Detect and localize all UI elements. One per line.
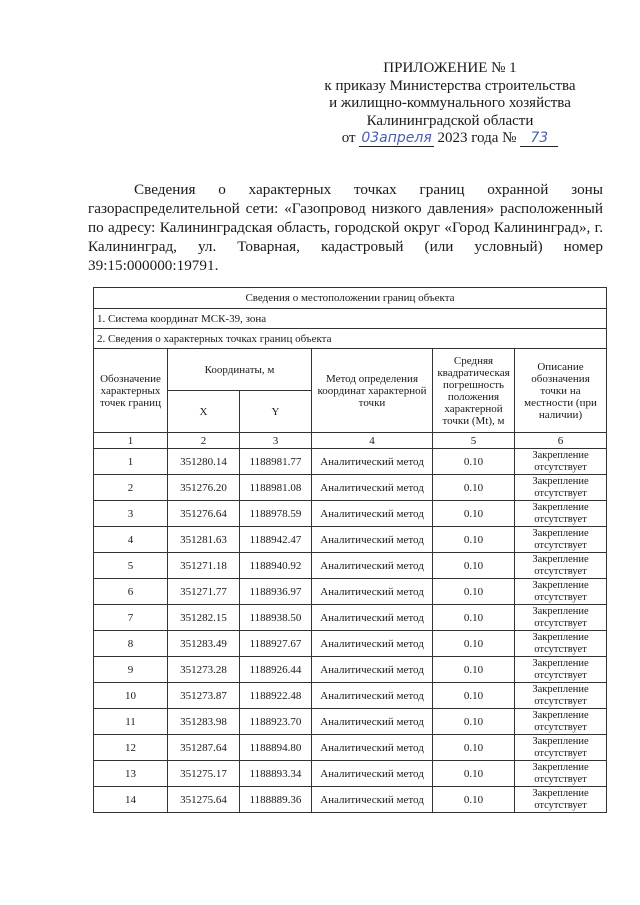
description-cell: Закрепление отсутствует [515,449,607,475]
error-cell: 0.10 [433,605,515,631]
table-row [94,449,607,475]
error-cell: 0.10 [433,735,515,761]
coord-x: 351275.17 [168,761,240,787]
column-number: 3 [240,433,312,449]
method-cell: Аналитический метод [312,761,433,787]
error-cell: 0.10 [433,631,515,657]
error-cell: 0.10 [433,683,515,709]
error-cell: 0.10 [433,787,515,813]
description-cell: Закрепление отсутствует [515,657,607,683]
coord-y: 1188936.97 [240,579,312,605]
header-description: Описание обозначения точки на местности (при наличии) [515,349,607,433]
point-number: 11 [94,709,168,735]
method-cell: Аналитический метод [312,475,433,501]
coord-x: 351283.98 [168,709,240,735]
coord-x: 351276.64 [168,501,240,527]
column-number: 4 [312,433,433,449]
header-x: X [168,391,240,433]
description-cell: Закрепление отсутствует [515,709,607,735]
table-row [94,657,607,683]
table-row [94,553,607,579]
point-number: 7 [94,605,168,631]
header-point-designation: Обозначение характерных точек границ [94,349,168,433]
method-cell: Аналитический метод [312,527,433,553]
coord-y: 1188889.36 [240,787,312,813]
table-row [94,579,607,605]
point-number: 6 [94,579,168,605]
description-cell: Закрепление отсутствует [515,527,607,553]
intro-paragraph: Сведения о характерных точках границ охранной зоны газораспределительной сети: «Газопровод низкого давления» расположенный по адресу: Калининградская область, городской округ «Город Калининград», г. Калининград, ул. Товарная, кадастровый (или условный) номер 39:15:000000:19791. [88,181,603,274]
description-cell: Закрепление отсутствует [515,787,607,813]
order-line-2: к приказу Министерства строительства [324,77,576,94]
method-cell: Аналитический метод [312,709,433,735]
coord-y: 1188940.92 [240,553,312,579]
coord-y: 1188981.77 [240,449,312,475]
error-cell: 0.10 [433,761,515,787]
point-number: 14 [94,787,168,813]
method-cell: Аналитический метод [312,657,433,683]
section-points-row: 2. Сведения о характерных точках границ объекта [94,329,607,349]
appendix-header [300,60,600,148]
point-number: 4 [94,527,168,553]
point-number: 5 [94,553,168,579]
point-number: 10 [94,683,168,709]
point-number: 12 [94,735,168,761]
column-number: 2 [168,433,240,449]
coord-y: 1188978.59 [240,501,312,527]
description-cell: Закрепление отсутствует [515,579,607,605]
coord-x: 351282.15 [168,605,240,631]
error-cell: 0.10 [433,501,515,527]
description-cell: Закрепление отсутствует [515,501,607,527]
description-cell: Закрепление отсутствует [515,735,607,761]
description-cell: Закрепление отсутствует [515,475,607,501]
order-line-3: и жилищно-коммунального хозяйства [329,95,571,111]
date-suffix: 2023 года № [437,130,517,146]
table-row [94,761,607,787]
coord-y: 1188926.44 [240,657,312,683]
description-cell: Закрепление отсутствует [515,631,607,657]
error-cell: 0.10 [433,475,515,501]
table-row [94,631,607,657]
coord-y: 1188923.70 [240,709,312,735]
table-row [94,683,607,709]
method-cell: Аналитический метод [312,449,433,475]
description-cell: Закрепление отсутствует [515,683,607,709]
method-cell: Аналитический метод [312,735,433,761]
header-method: Метод определения координат характерной точки [312,349,433,433]
coord-x: 351273.87 [168,683,240,709]
error-cell: 0.10 [433,709,515,735]
coord-x: 351271.18 [168,553,240,579]
error-cell: 0.10 [433,553,515,579]
table-row [94,735,607,761]
date-prefix: от [341,130,356,146]
coord-y: 1188942.47 [240,527,312,553]
header-error: Средняя квадратическая погрешность положения характерной точки (Mt), м [433,349,515,433]
error-cell: 0.10 [433,527,515,553]
table-row [94,475,607,501]
method-cell: Аналитический метод [312,605,433,631]
error-cell: 0.10 [433,449,515,475]
column-number: 1 [94,433,168,449]
method-cell: Аналитический метод [312,501,433,527]
handwritten-number: 73 [520,131,558,147]
coord-x: 351273.28 [168,657,240,683]
point-number: 3 [94,501,168,527]
coord-x: 351283.49 [168,631,240,657]
point-number: 2 [94,475,168,501]
coord-x: 351276.20 [168,475,240,501]
table-row [94,709,607,735]
description-cell: Закрепление отсутствует [515,605,607,631]
header-coordinates: Координаты, м [168,349,312,391]
method-cell: Аналитический метод [312,553,433,579]
point-number: 8 [94,631,168,657]
point-number: 13 [94,761,168,787]
coord-y: 1188894.80 [240,735,312,761]
error-cell: 0.10 [433,579,515,605]
coord-x: 351275.64 [168,787,240,813]
handwritten-date: 03апреля [361,130,432,146]
table-row [94,501,607,527]
coord-x: 351271.77 [168,579,240,605]
table-row [94,605,607,631]
order-date-line [300,130,600,148]
column-number: 5 [433,433,515,449]
coordinate-system-row: 1. Система координат МСК-39, зона [94,309,607,329]
error-cell: 0.10 [433,657,515,683]
coord-y: 1188927.67 [240,631,312,657]
coord-x: 351280.14 [168,449,240,475]
order-line-4: Калининградской области [366,112,534,129]
table-title: Сведения о местоположении границ объекта [94,288,607,309]
method-cell: Аналитический метод [312,787,433,813]
column-number: 6 [515,433,607,449]
table-row [94,527,607,553]
coord-y: 1188981.08 [240,475,312,501]
description-cell: Закрепление отсутствует [515,553,607,579]
header-y: Y [240,391,312,433]
coord-y: 1188922.48 [240,683,312,709]
coord-y: 1188893.34 [240,761,312,787]
coordinates-table [93,287,607,813]
coord-x: 351281.63 [168,527,240,553]
coord-x: 351287.64 [168,735,240,761]
description-cell: Закрепление отсутствует [515,761,607,787]
method-cell: Аналитический метод [312,631,433,657]
table-row [94,787,607,813]
method-cell: Аналитический метод [312,579,433,605]
appendix-title: ПРИЛОЖЕНИЕ № 1 [383,60,517,76]
point-number: 1 [94,449,168,475]
coord-y: 1188938.50 [240,605,312,631]
point-number: 9 [94,657,168,683]
method-cell: Аналитический метод [312,683,433,709]
